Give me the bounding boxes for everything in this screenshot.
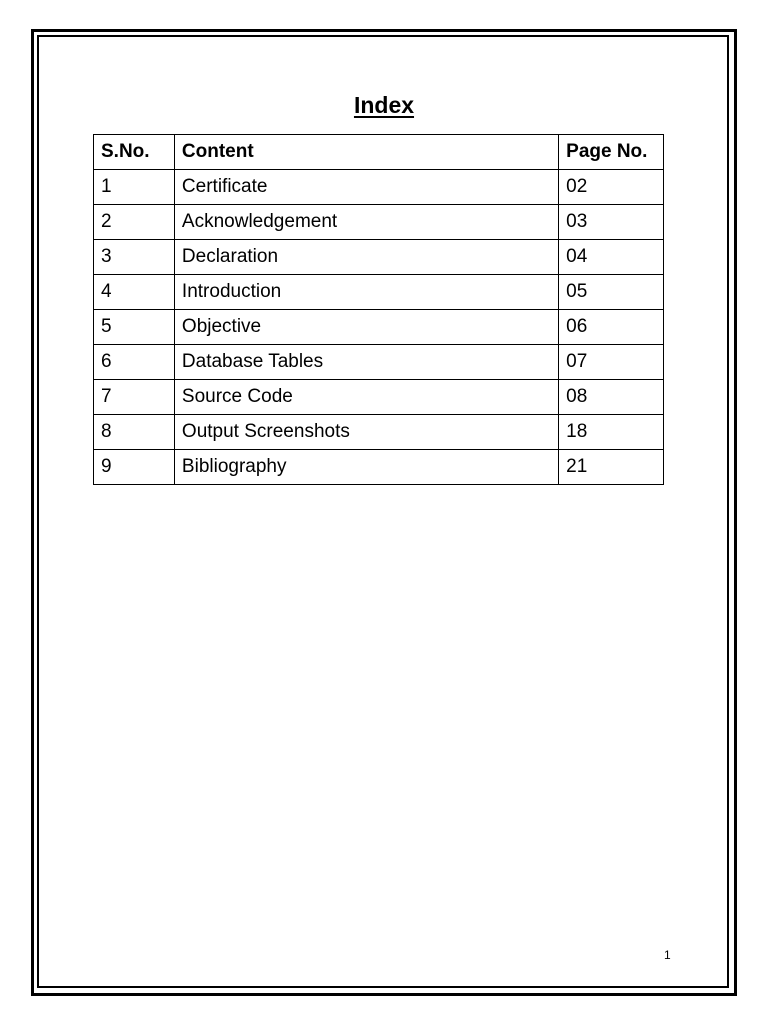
table-row (94, 240, 664, 275)
header-sno: S.No. (94, 135, 175, 170)
table-row (94, 380, 664, 415)
cell-content: Output Screenshots (174, 415, 558, 450)
table-row (94, 415, 664, 450)
header-page-no: Page No. (559, 135, 664, 170)
cell-page-no: 06 (559, 310, 664, 345)
cell-page-no: 07 (559, 345, 664, 380)
cell-sno: 2 (94, 205, 175, 240)
cell-sno: 1 (94, 170, 175, 205)
cell-page-no: 18 (559, 415, 664, 450)
cell-content: Source Code (174, 380, 558, 415)
page-title: Index (353, 92, 415, 118)
cell-sno: 5 (94, 310, 175, 345)
table-row (94, 170, 664, 205)
cell-page-no: 04 (559, 240, 664, 275)
table-header-row (94, 135, 664, 170)
index-table (93, 134, 664, 485)
cell-content: Declaration (174, 240, 558, 275)
cell-sno: 4 (94, 275, 175, 310)
cell-sno: 9 (94, 450, 175, 485)
cell-page-no: 08 (559, 380, 664, 415)
cell-sno: 8 (94, 415, 175, 450)
table-row (94, 205, 664, 240)
table-row (94, 450, 664, 485)
cell-content: Database Tables (174, 345, 558, 380)
cell-page-no: 02 (559, 170, 664, 205)
cell-content: Introduction (174, 275, 558, 310)
cell-content: Bibliography (174, 450, 558, 485)
table-row (94, 275, 664, 310)
cell-content: Certificate (174, 170, 558, 205)
table-row (94, 310, 664, 345)
page-number: 1 (664, 948, 671, 962)
header-content: Content (174, 135, 558, 170)
cell-page-no: 03 (559, 205, 664, 240)
cell-content: Objective (174, 310, 558, 345)
cell-sno: 6 (94, 345, 175, 380)
cell-sno: 3 (94, 240, 175, 275)
cell-sno: 7 (94, 380, 175, 415)
table-row (94, 345, 664, 380)
cell-page-no: 21 (559, 450, 664, 485)
cell-page-no: 05 (559, 275, 664, 310)
cell-content: Acknowledgement (174, 205, 558, 240)
